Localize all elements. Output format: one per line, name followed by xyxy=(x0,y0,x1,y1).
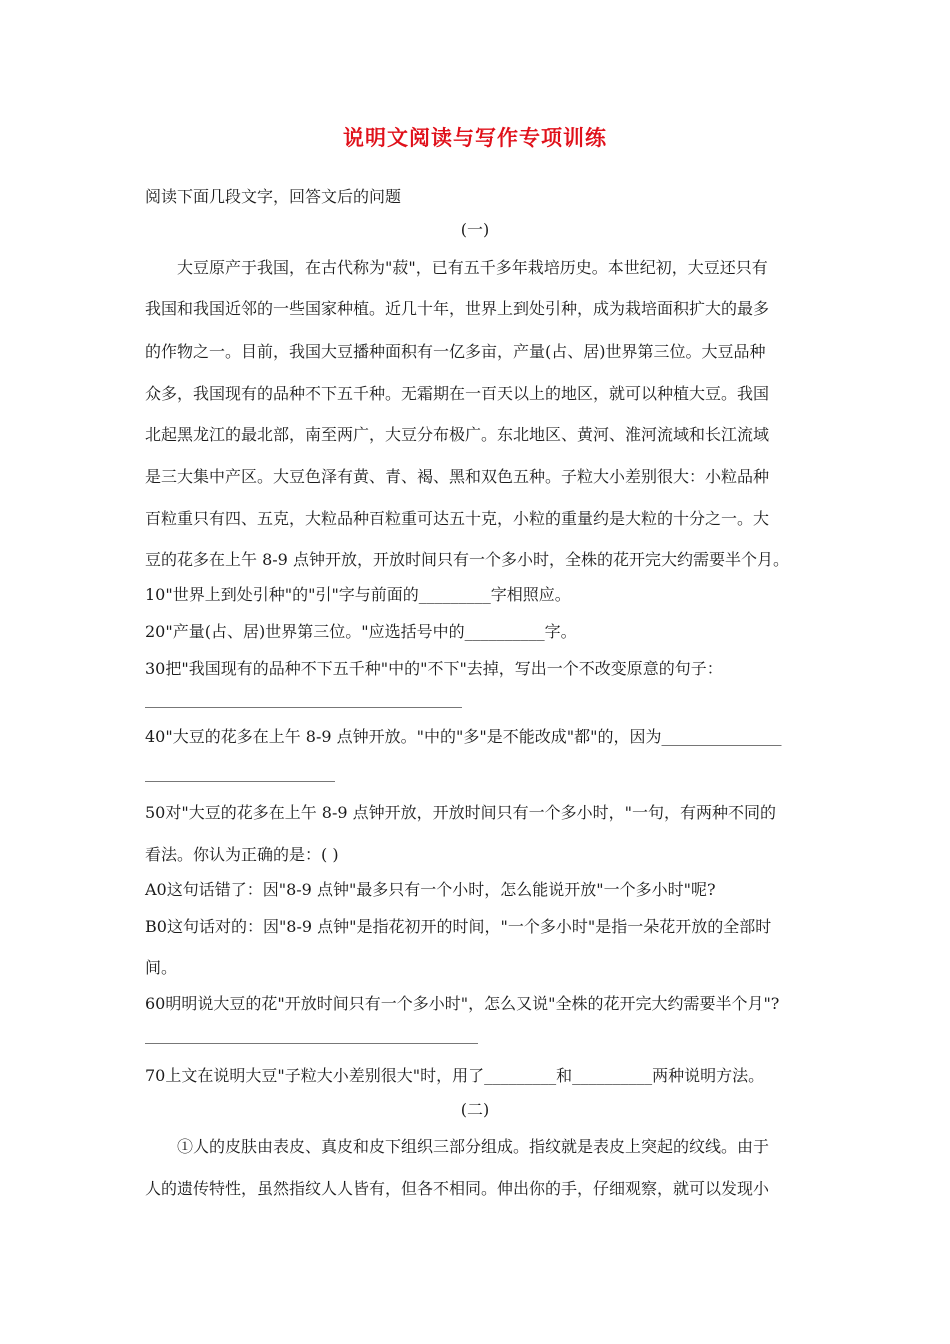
section-heading-2: (二) xyxy=(460,1100,490,1119)
answer-line xyxy=(145,781,335,782)
option-a: A0这句话错了：因"8-9 点钟"最多只有一个小时，怎么能说开放"一个多小时"呢? xyxy=(145,880,716,899)
paragraph-line: 我国和我国近邻的一些国家种植。近几十年，世界上到处引种，成为栽培面积扩大的最多 xyxy=(145,299,770,318)
answer-line xyxy=(145,1043,478,1044)
question-5: 50对"大豆的花多在上午 8-9 点钟开放，开放时间只有一个多小时，"一句，有两种不同的 xyxy=(145,803,777,822)
question-3: 30把"我国现有的品种不下五千种"中的"不下"去掉，写出一个不改变原意的句子： xyxy=(145,659,723,678)
question-4: 40"大豆的花多在上午 8-9 点钟开放。"中的"多"是不能改成"都"的，因为_______________ xyxy=(145,727,782,746)
paragraph-line: 众多，我国现有的品种不下五千种。无霜期在一百天以上的地区，就可以种植大豆。我国 xyxy=(145,384,770,403)
question-5-continued: 看法。你认为正确的是：( ) xyxy=(145,845,339,864)
paragraph-line: 是三大集中产区。大豆色泽有黄、青、褐、黑和双色五种。子粒大小差别很大：小粒品种 xyxy=(145,467,770,486)
question-7: 70上文在说明大豆"子粒大小差别很大"时，用了_________和__________两种说明方法。 xyxy=(145,1066,765,1085)
answer-line xyxy=(145,707,462,708)
paragraph-line: 人的遗传特性，虽然指纹人人皆有，但各不相同。伸出你的手，仔细观察，就可以发现小 xyxy=(145,1179,770,1198)
instruction-text: 阅读下面几段文字，回答文后的问题 xyxy=(145,187,402,206)
section-heading-1: (一) xyxy=(460,220,490,239)
paragraph-line: ①人的皮肤由表皮、真皮和皮下组织三部分组成。指纹就是表皮上突起的纹线。由于 xyxy=(177,1137,770,1156)
question-1: 10"世界上到处引种"的"引"字与前面的_________字相照应。 xyxy=(145,585,571,604)
paragraph-line: 大豆原产于我国，在古代称为"菽"，已有五千多年栽培历史。本世纪初，大豆还只有 xyxy=(177,258,768,277)
paragraph-line: 百粒重只有四、五克，大粒品种百粒重可达五十克，小粒的重量约是大粒的十分之一。大 xyxy=(145,509,770,528)
question-6: 60明明说大豆的花"开放时间只有一个多小时"，怎么又说"全株的花开完大约需要半个月"? xyxy=(145,994,780,1013)
paragraph-line: 的作物之一。目前，我国大豆播种面积有一亿多亩，产量(占、居)世界第三位。大豆品种 xyxy=(145,342,766,361)
document-title: 说明文阅读与写作专项训练 xyxy=(343,126,607,150)
option-b: B0这句话对的：因"8-9 点钟"是指花初开的时间，"一个多小时"是指一朵花开放的全部时 xyxy=(145,917,772,936)
paragraph-line: 豆的花多在上午 8-9 点钟开放，开放时间只有一个多小时，全株的花开完大约需要半个月。 xyxy=(145,550,789,569)
paragraph-line: 北起黑龙江的最北部，南至两广，大豆分布极广。东北地区、黄河、淮河流域和长江流域 xyxy=(145,425,770,444)
option-b-continued: 间。 xyxy=(145,958,178,977)
question-2: 20"产量(占、居)世界第三位。"应选括号中的__________字。 xyxy=(145,622,577,641)
